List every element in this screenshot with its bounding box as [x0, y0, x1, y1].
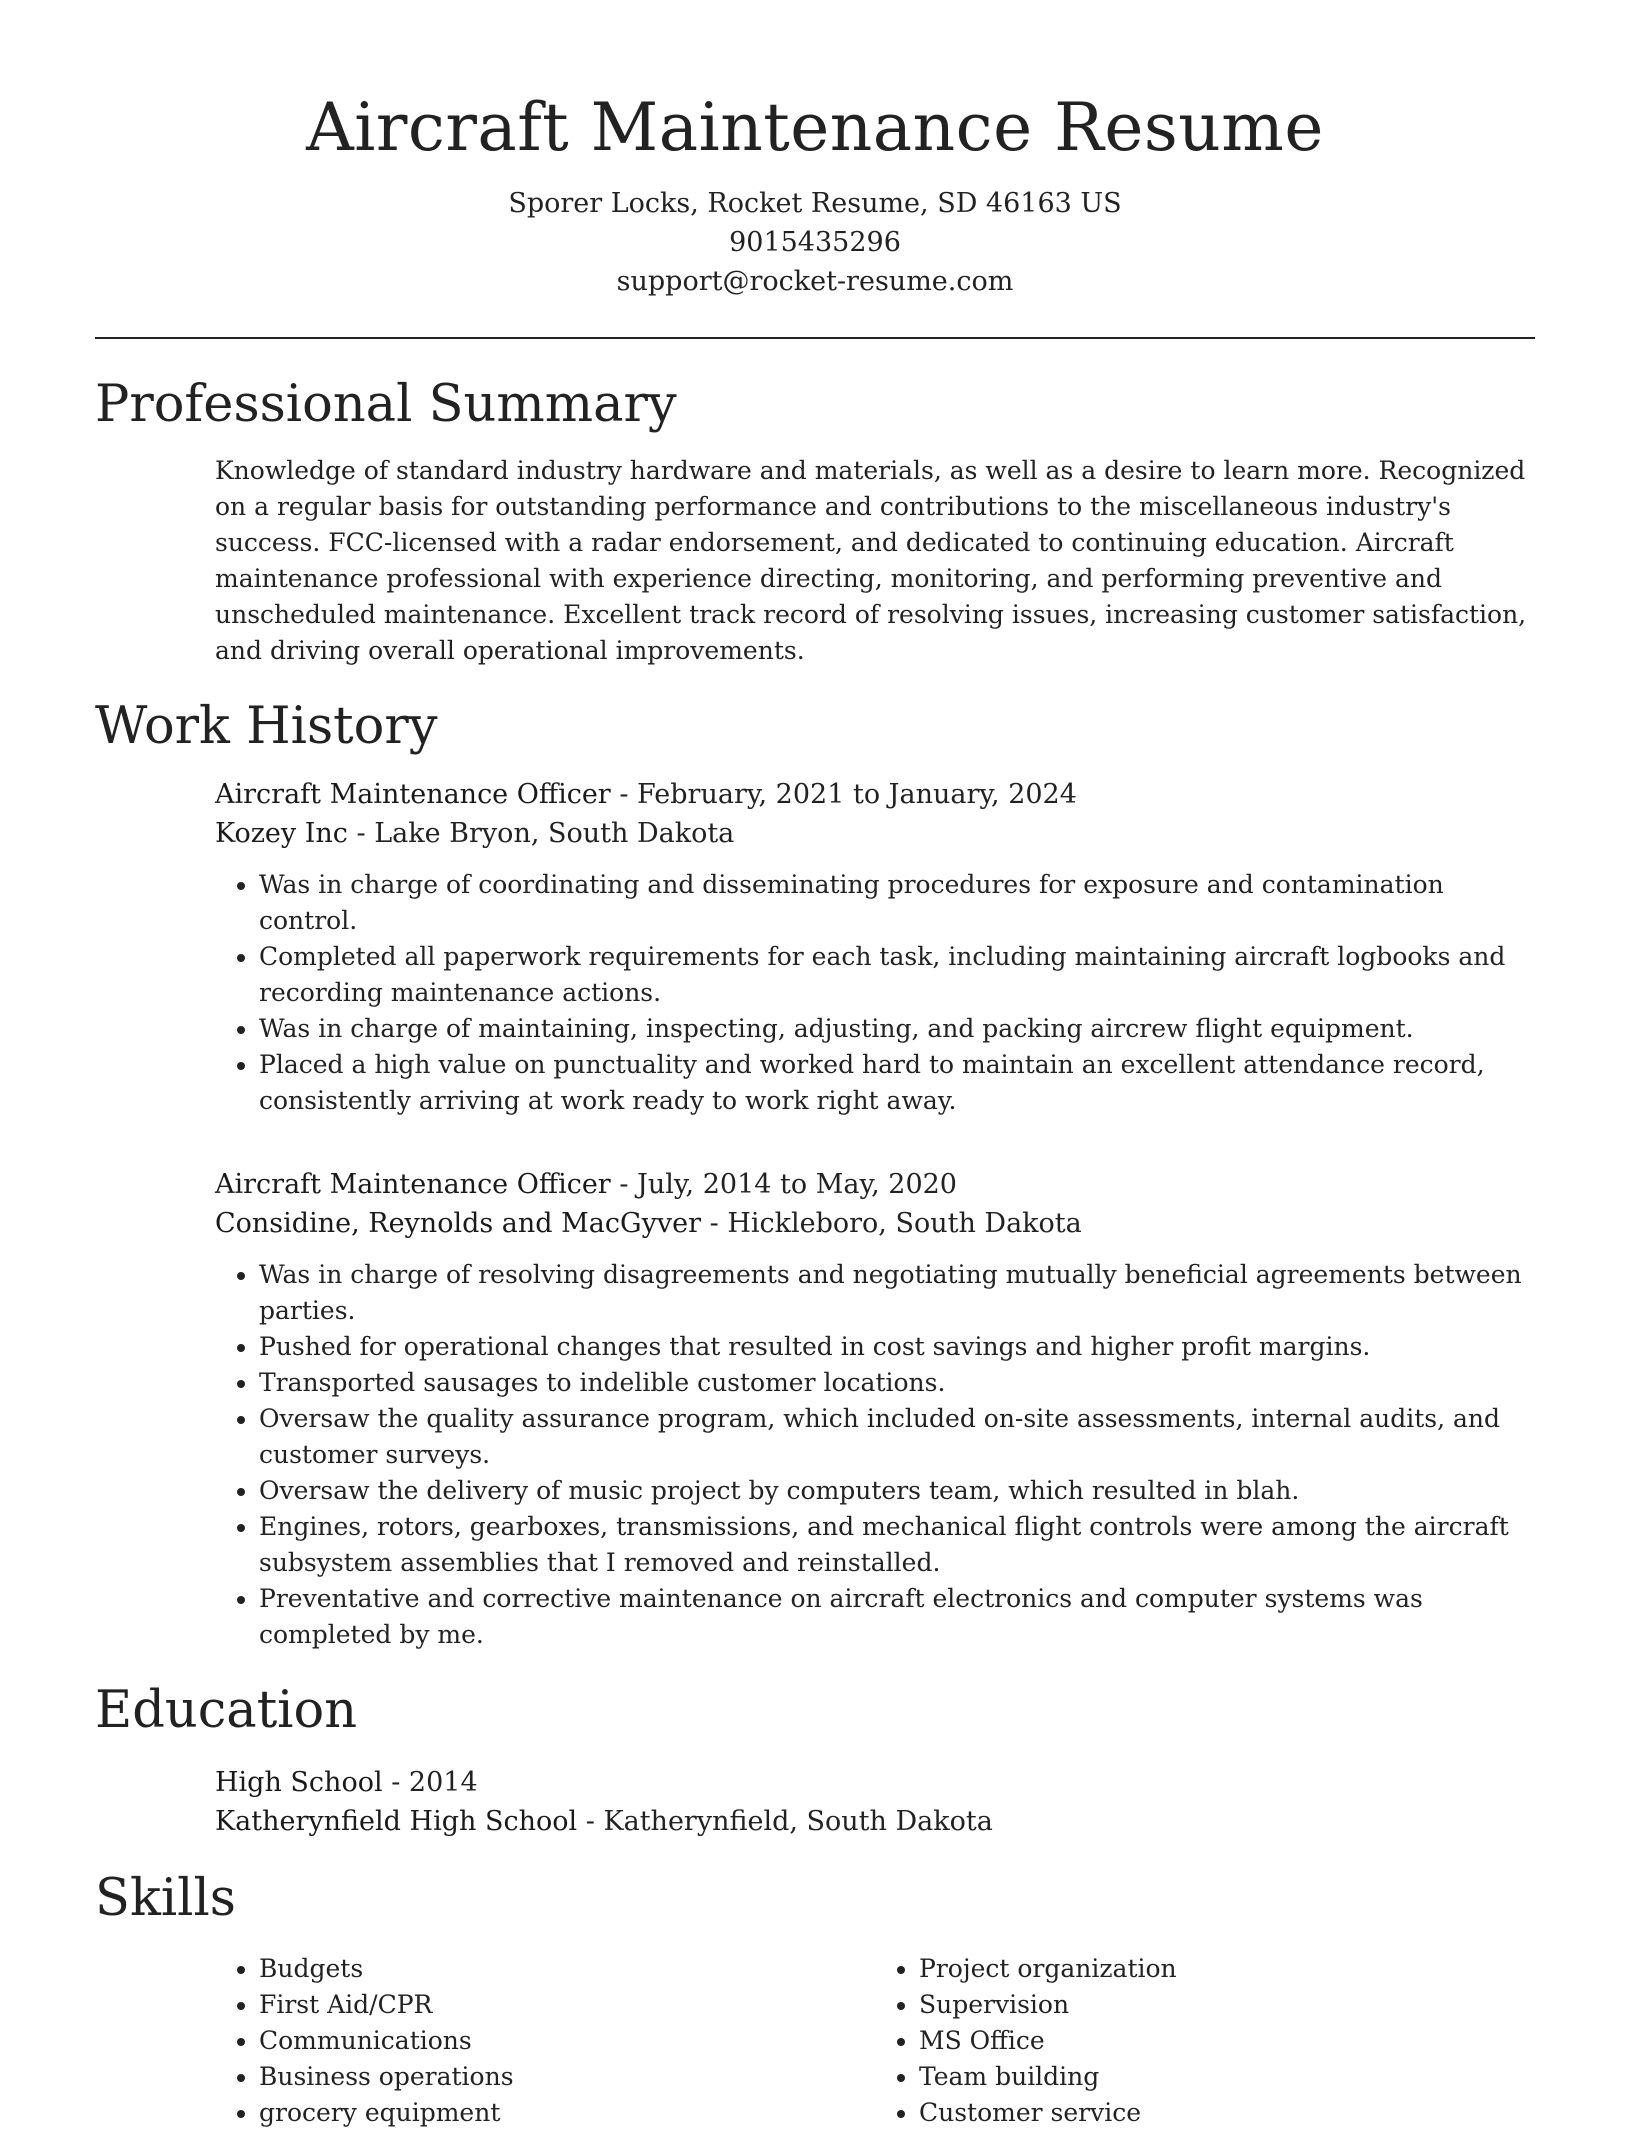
education-school: Katherynfield High School [215, 1806, 578, 1837]
contact-phone: 9015435296 [729, 227, 901, 258]
education-school-line [215, 1802, 1535, 1841]
job-bullets [215, 1257, 1535, 1653]
job-location: Lake Bryon, South Dakota [374, 818, 735, 849]
education-heading: Education [95, 1681, 358, 1740]
skill-item: • First Aid/CPR [259, 1987, 875, 2023]
job-bullet: • Was in charge of coordinating and disseminating procedures for exposure and contamination control. [259, 867, 1535, 939]
skill-item: • grocery equipment [259, 2095, 875, 2131]
skill-item: • Communications [259, 2023, 875, 2059]
job-entry [215, 1165, 1535, 1653]
job-bullet: • Transported sausages to indelible customer locations. [259, 1365, 1535, 1401]
education-year: 2014 [408, 1767, 478, 1798]
job-separator: - [356, 818, 375, 849]
job-separator: - [709, 1208, 728, 1239]
job-bullet: • Oversaw the quality assurance program, which included on-site assessments, internal audits, and customer surveys. [259, 1401, 1535, 1473]
job-bullet: • Engines, rotors, gearboxes, transmissions, and mechanical flight controls were among the aircraft subsystem assemblies that I removed and reinstalled. [259, 1509, 1535, 1581]
summary-heading: Professional Summary [95, 375, 677, 434]
education-separator: - [585, 1806, 604, 1837]
job-company: Considine, Reynolds and MacGyver [215, 1208, 701, 1239]
work-history-list [215, 775, 1535, 1653]
job-company-line [215, 814, 1535, 853]
skill-item: • Project organization [919, 1951, 1535, 1987]
job-dates: February, 2021 to January, 2024 [637, 779, 1077, 810]
skill-item: • Supervision [919, 1987, 1535, 2023]
summary-text: Knowledge of standard industry hardware and materials, as well as a desire to learn more. Recognized on a regular basis for outstanding performance and contributions to the miscellaneous industry's success. FCC-licensed with a radar endorsement, and dedicated to continuing education. Aircraft maintenance professional with experience directing, monitoring, and performing preventive and unscheduled maintenance. Excellent track record of resolving issues, increasing customer satisfaction, and driving overall operational improvements. [215, 456, 1527, 665]
header-divider [95, 337, 1535, 339]
education-entry [215, 1763, 1535, 1841]
job-separator: - [619, 1169, 638, 1200]
job-title: Aircraft Maintenance Officer [215, 779, 611, 810]
resume-title: Aircraft Maintenance Resume [306, 89, 1324, 166]
work-history-heading: Work History [95, 697, 438, 756]
job-bullet: • Completed all paperwork requirements for each task, including maintaining aircraft logbooks and recording maintenance actions. [259, 939, 1535, 1011]
job-entry [215, 775, 1535, 1119]
job-bullet: • Oversaw the delivery of music project by computers team, which resulted in blah. [259, 1473, 1535, 1509]
resume-page [95, 0, 1535, 2131]
job-bullet: • Preventative and corrective maintenance on aircraft electronics and computer systems was completed by me. [259, 1581, 1535, 1653]
education-degree: High School [215, 1767, 383, 1798]
skill-item: • Business operations [259, 2059, 875, 2095]
job-dates: July, 2014 to May, 2020 [637, 1169, 957, 1200]
job-company: Kozey Inc [215, 818, 348, 849]
job-bullet: • Was in charge of maintaining, inspecting, adjusting, and packing aircrew flight equipment. [259, 1011, 1535, 1047]
job-bullet: • Was in charge of resolving disagreements and negotiating mutually beneficial agreements between parties. [259, 1257, 1535, 1329]
job-separator: - [619, 779, 638, 810]
education-location: Katherynfield, South Dakota [603, 1806, 993, 1837]
contact-address: Sporer Locks, Rocket Resume, SD 46163 US [508, 188, 1122, 219]
skill-item: • Team building [919, 2059, 1535, 2095]
skill-item: • Customer service [919, 2095, 1535, 2131]
resume-header [95, 0, 1535, 301]
skills-column-right [875, 1951, 1535, 2131]
education-degree-line [215, 1763, 1535, 1802]
skills-column-left [215, 1951, 875, 2131]
contact-info [95, 184, 1535, 301]
job-title-line [215, 1165, 1535, 1204]
skill-item: • MS Office [919, 2023, 1535, 2059]
job-bullet: • Placed a high value on punctuality and worked hard to maintain an excellent attendance record, consistently arriving at work ready to work right away. [259, 1047, 1535, 1119]
job-title: Aircraft Maintenance Officer [215, 1169, 611, 1200]
skills-list [215, 1951, 1535, 2131]
job-bullets [215, 867, 1535, 1119]
skills-heading: Skills [95, 1869, 236, 1928]
job-company-line [215, 1204, 1535, 1243]
skill-item: • Budgets [259, 1951, 875, 1987]
job-title-line [215, 775, 1535, 814]
education-separator: - [391, 1767, 409, 1798]
job-location: Hickleboro, South Dakota [727, 1208, 1082, 1239]
job-bullet: • Pushed for operational changes that resulted in cost savings and higher profit margins. [259, 1329, 1535, 1365]
contact-email: support@rocket-resume.com [616, 266, 1014, 297]
